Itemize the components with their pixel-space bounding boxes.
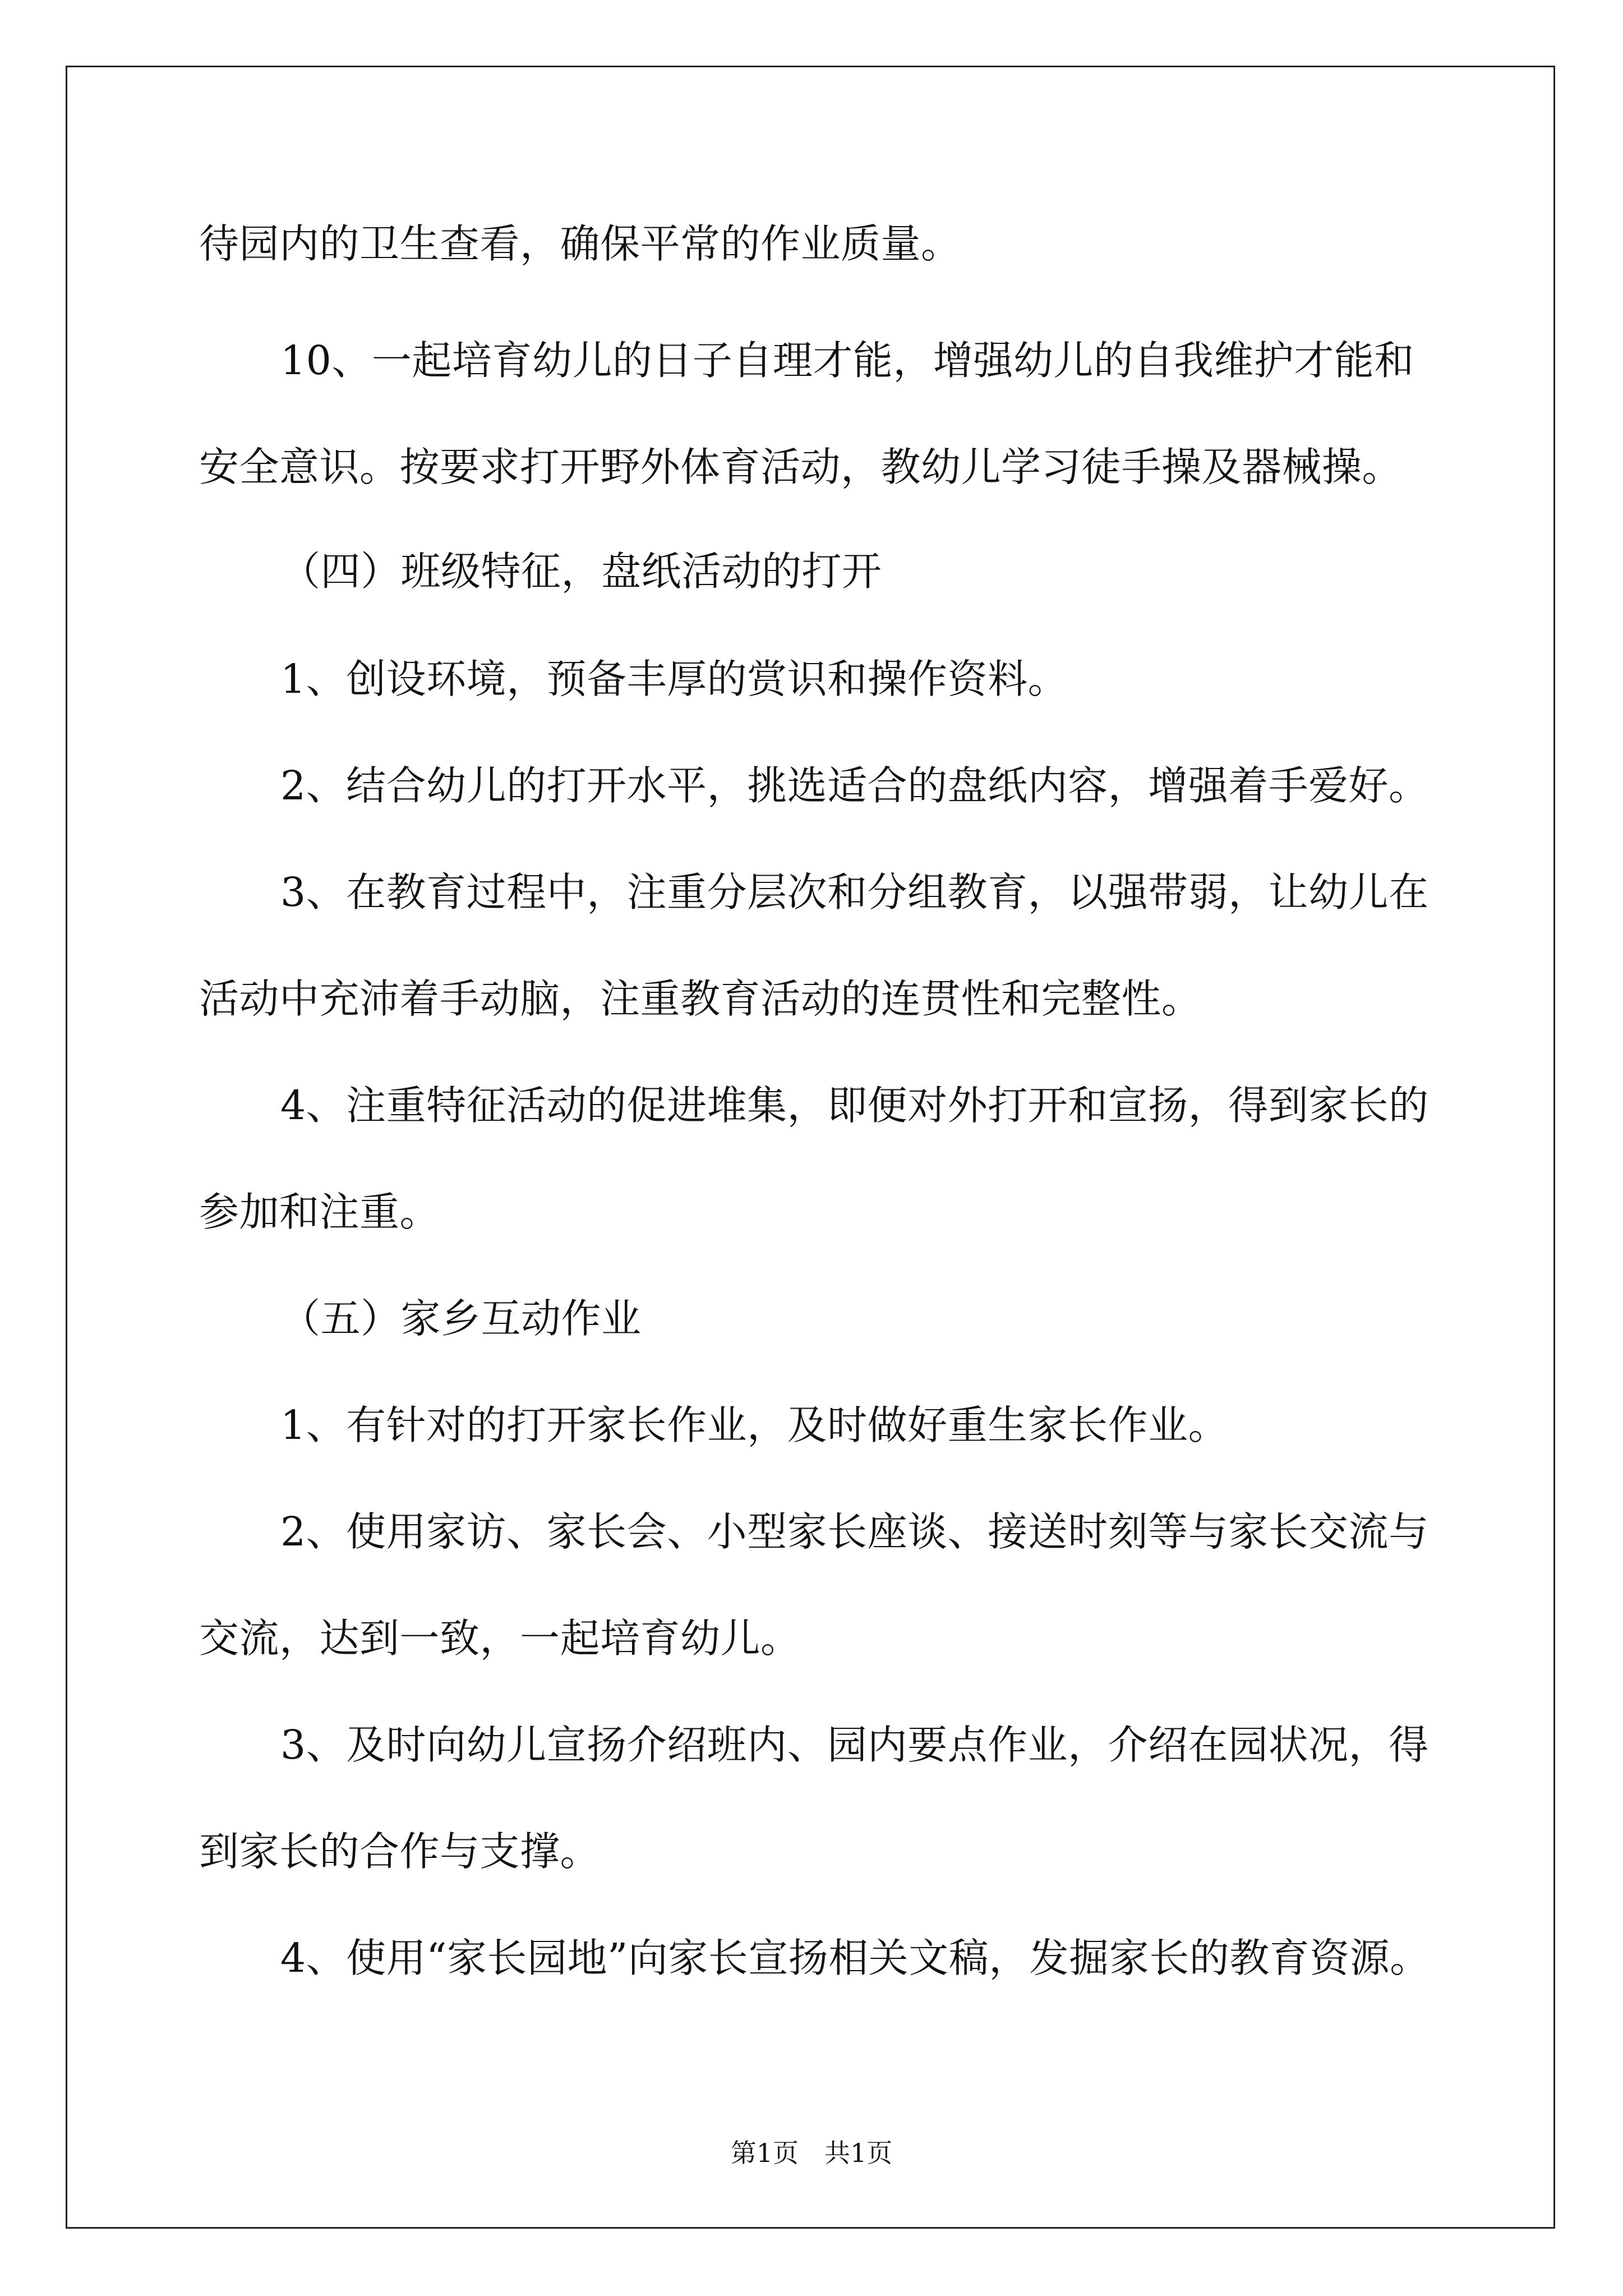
paragraph-line: 10、一起培育幼儿的日子自理才能，增强幼儿的自我维护才能和: [280, 337, 1414, 384]
section-heading: （四）班级特征，盘纸活动的打开: [280, 548, 882, 595]
paragraph-line: 安全意识。按要求打开野外体育活动，教幼儿学习徒手操及器械操。: [199, 444, 1403, 490]
paragraph-line: 2、使用家访、家长会、小型家长座谈、接送时刻等与家长交流与: [280, 1508, 1429, 1555]
page-footer: 第1页 共1页: [730, 2138, 893, 2168]
paragraph-line: 待园内的卫生查看，确保平常的作业质量。: [199, 220, 961, 267]
paragraph-line: 4、注重特征活动的促进堆集，即便对外打开和宣扬，得到家长的: [280, 1082, 1429, 1129]
paragraph-line: 2、结合幼儿的打开水平，挑选适合的盘纸内容，增强着手爱好。: [280, 762, 1429, 809]
page-border: [66, 66, 1555, 2229]
paragraph-line: 参加和注重。: [199, 1189, 440, 1235]
paragraph-line: 1、创设环境，预备丰厚的赏识和操作资料。: [280, 656, 1068, 702]
paragraph-line: 1、有针对的打开家长作业，及时做好重生家长作业。: [280, 1402, 1229, 1448]
paragraph-line: 4、使用“家长园地”向家长宣扬相关文稿，发掘家长的教育资源。: [280, 1935, 1430, 1981]
section-heading: （五）家乡互动作业: [280, 1295, 642, 1342]
paragraph-line: 到家长的合作与支撑。: [199, 1828, 601, 1875]
paragraph-line: 交流，达到一致，一起培育幼儿。: [199, 1615, 801, 1662]
paragraph-line: 活动中充沛着手动脑，注重教育活动的连贯性和完整性。: [199, 976, 1202, 1022]
paragraph-line: 3、及时向幼儿宣扬介绍班内、园内要点作业，介绍在园状况，得: [280, 1722, 1429, 1768]
paragraph-line: 3、在教育过程中，注重分层次和分组教育，以强带弱，让幼儿在: [280, 869, 1429, 915]
